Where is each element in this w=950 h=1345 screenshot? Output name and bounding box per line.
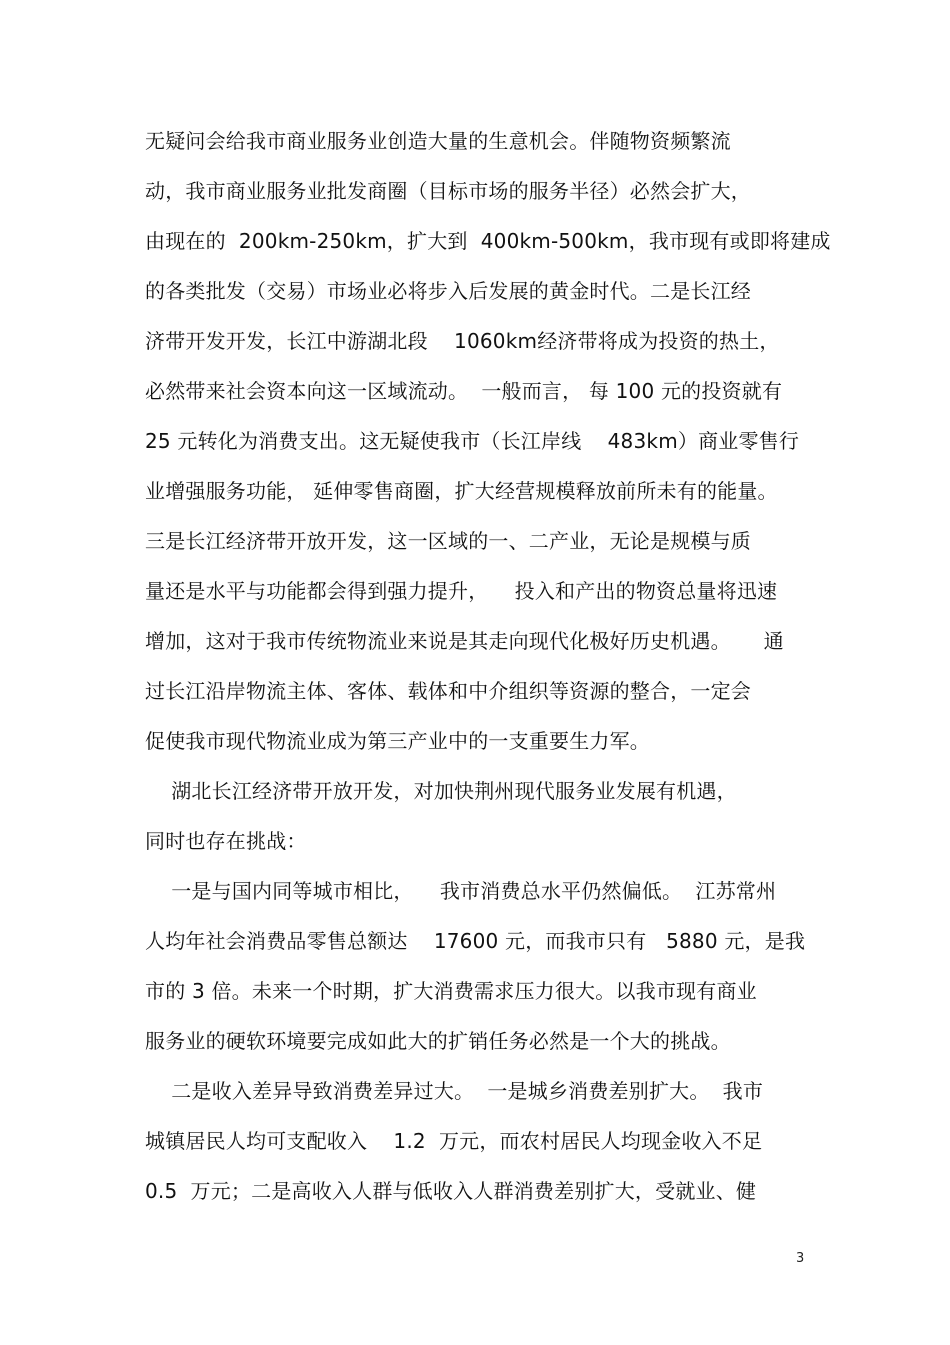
text-line: 无疑问会给我市商业服务业创造大量的生意机会。伴随物资频繁流: [145, 129, 731, 153]
text-line: 同时也存在挑战：: [145, 829, 307, 853]
text-line: 人均年社会消费品零售总额达 17600 元，而我市只有 5880 元，是我: [145, 929, 806, 953]
text-line: 量还是水平与功能都会得到强力提升， 投入和产出的物资总量将迅速: [145, 579, 778, 603]
body-text: [145, 124, 831, 1224]
text-line: 过长江沿岸物流主体、客体、载体和中介组织等资源的整合，一定会: [145, 679, 751, 703]
text-line: 三是长江经济带开放开发，这一区域的一、二产业，无论是规模与质: [145, 529, 751, 553]
text-line: 济带开发开发，长江中游湖北段 1060km经济带将成为投资的热土，: [145, 329, 780, 353]
paragraph-first-line: 二是收入差异导致消费差异过大。 一是城乡消费差别扩大。 我市: [145, 1079, 764, 1103]
text-line: 业增强服务功能， 延伸零售商圈，扩大经营规模释放前所未有的能量。: [145, 479, 778, 503]
text-line: 0.5 万元；二是高收入人群与低收入人群消费差别扩大，受就业、健: [145, 1179, 757, 1203]
text-line: 促使我市现代物流业成为第三产业中的一支重要生力军。: [145, 729, 650, 753]
text-line: 增加，这对于我市传统物流业来说是其走向现代化极好历史机遇。 通: [145, 629, 784, 653]
paragraph-first-line: 湖北长江经济带开放开发，对加快荆州现代服务业发展有机遇，: [145, 779, 737, 803]
text-line: 城镇居民人均可支配收入 1.2 万元，而农村居民人均现金收入不足: [145, 1129, 763, 1153]
text-line: 的各类批发（交易）市场业必将步入后发展的黄金时代。二是长江经: [145, 279, 751, 303]
text-line: 服务业的硬软环境要完成如此大的扩销任务必然是一个大的挑战。: [145, 1029, 731, 1053]
text-line: 动，我市商业服务业批发商圈（目标市场的服务半径）必然会扩大，: [145, 179, 751, 203]
text-line: 由现在的 200km-250km，扩大到 400km-500km，我市现有或即将建成: [145, 229, 831, 253]
text-line: 市的 3 倍。未来一个时期，扩大消费需求压力很大。以我市现有商业: [145, 979, 757, 1003]
text-line: 必然带来社会资本向这一区域流动。 一般而言， 每 100 元的投资就有: [145, 379, 783, 403]
paragraph-first-line: 一是与国内同等城市相比， 我市消费总水平仍然偏低。 江苏常州: [145, 879, 777, 903]
page-number: 3: [796, 1251, 805, 1266]
text-line: 25 元转化为消费支出。这无疑使我市（长江岸线 483km）商业零售行: [145, 429, 800, 453]
